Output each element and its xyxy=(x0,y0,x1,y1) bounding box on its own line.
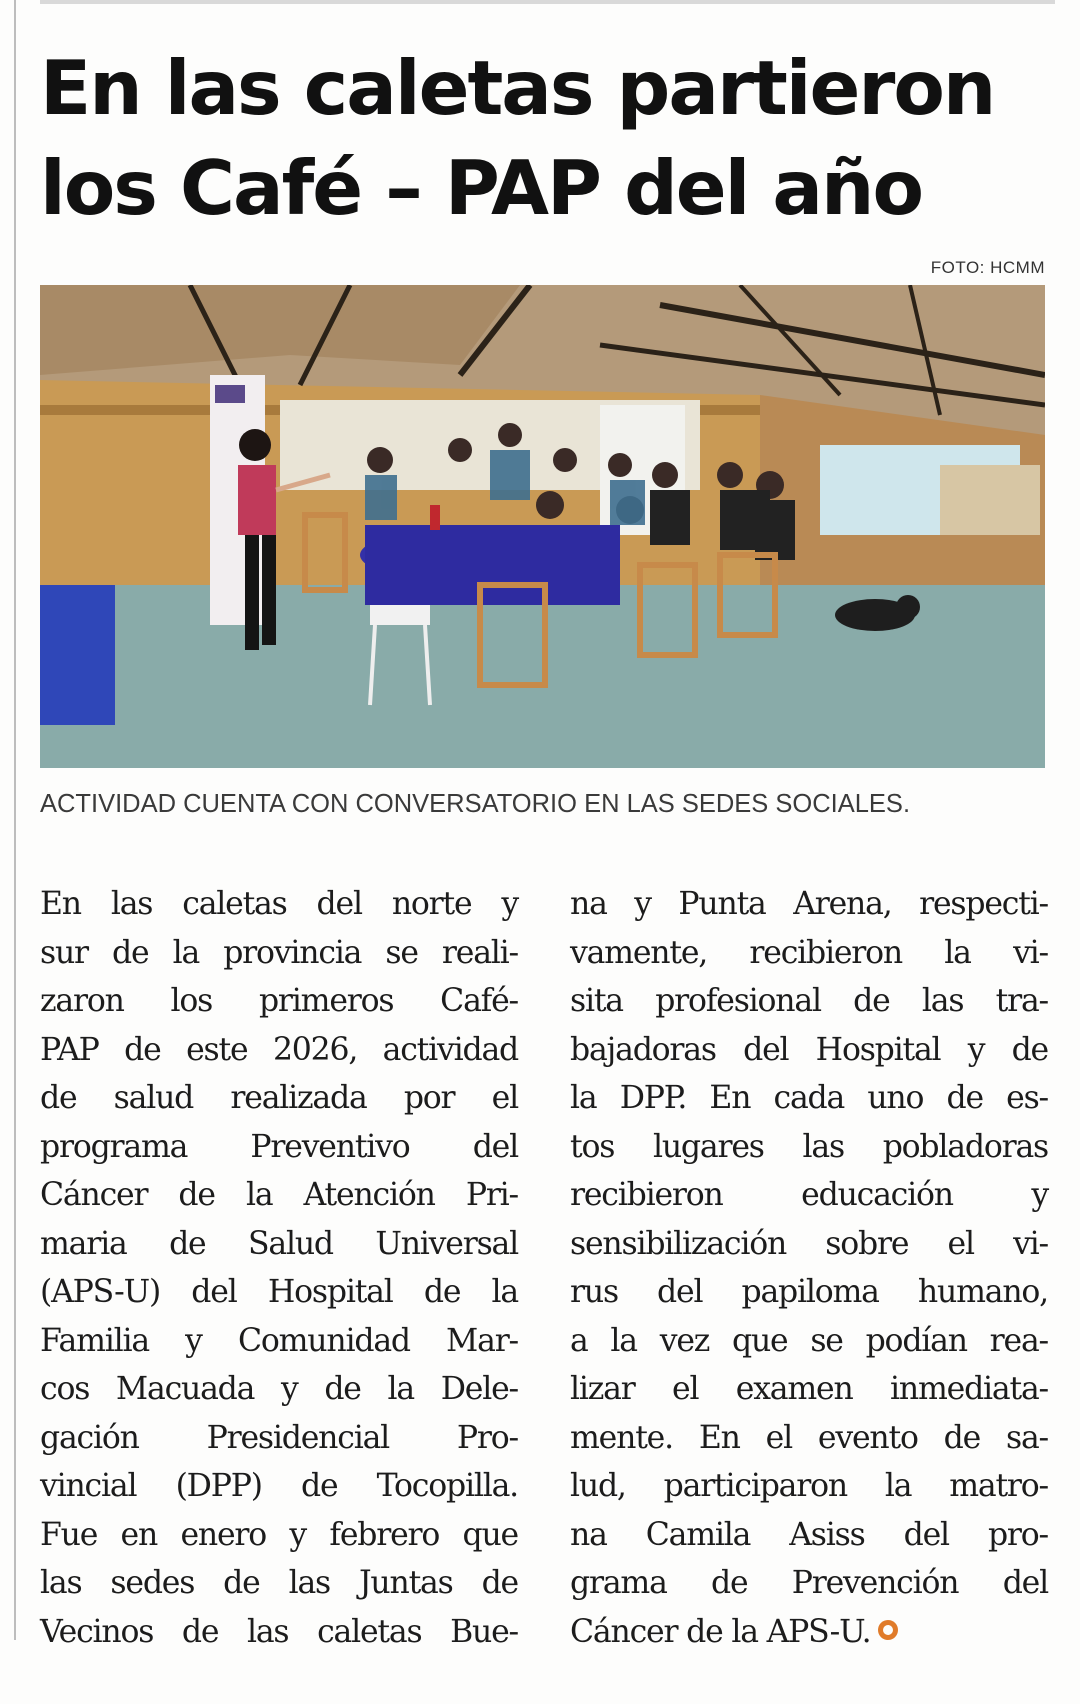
photo-credit: FOTO: HCMM xyxy=(930,258,1045,277)
body-line-last xyxy=(570,1608,1048,1657)
photo-illustration xyxy=(40,285,1045,768)
body-column-right xyxy=(570,880,1048,1656)
body-line: grama de Prevención del xyxy=(570,1565,1048,1601)
body-line: rus del papiloma humano, xyxy=(570,1274,1048,1310)
body-line: sita profesional de las tra- xyxy=(570,983,1048,1019)
body-line: cos Macuada y de la Dele- xyxy=(40,1371,518,1407)
headline-line-1: En las caletas partieron xyxy=(40,44,995,132)
body-column-left xyxy=(40,880,518,1656)
body-line: Vecinos de las caletas Bue- xyxy=(40,1613,518,1650)
body-line: recibieron educación y xyxy=(570,1177,1048,1213)
headline xyxy=(40,38,1040,238)
end-of-article-circle-icon xyxy=(878,1620,898,1640)
body-line: maria de Salud Universal xyxy=(40,1225,518,1262)
body-line: na Camila Asiss del pro- xyxy=(570,1516,1048,1553)
body-line: lizar el examen inmediata- xyxy=(570,1371,1048,1407)
body-line: sensibilización sobre el vi- xyxy=(570,1225,1048,1262)
body-line: la DPP. En cada uno de es- xyxy=(570,1080,1048,1116)
body-line: vincial (DPP) de Tocopilla. xyxy=(40,1468,518,1504)
body-line: a la vez que se podían rea- xyxy=(570,1322,1048,1359)
article-photo xyxy=(40,285,1045,768)
body-line: sur de la provincia se reali- xyxy=(40,934,518,971)
body-line: zaron los primeros Café- xyxy=(40,983,518,1019)
body-line: (APS-U) del Hospital de la xyxy=(40,1274,518,1310)
body-line: las sedes de las Juntas de xyxy=(40,1565,518,1601)
body-line: programa Preventivo del xyxy=(40,1128,518,1165)
body-line-last-text: Cáncer de la APS-U. xyxy=(570,1613,871,1650)
headline-line-2: los Café – PAP del año xyxy=(40,144,922,232)
body-line: vamente, recibieron la vi- xyxy=(570,934,1048,971)
body-line: lud, participaron la matro- xyxy=(570,1468,1048,1504)
photo-caption: ACTIVIDAD CUENTA CON CONVERSATORIO EN LAS SEDES SOCIALES. xyxy=(40,790,911,818)
body-line: Familia y Comunidad Mar- xyxy=(40,1322,518,1359)
body-line: Fue en enero y febrero que xyxy=(40,1516,518,1553)
body-line: na y Punta Arena, respecti- xyxy=(570,886,1048,922)
body-line: de salud realizada por el xyxy=(40,1080,518,1116)
body-line: En las caletas del norte y xyxy=(40,886,518,922)
top-divider xyxy=(40,0,1055,4)
body-line: tos lugares las pobladoras xyxy=(570,1128,1048,1165)
body-line: Cáncer de la Atención Pri- xyxy=(40,1177,518,1213)
body-line: gación Presidencial Pro- xyxy=(40,1419,518,1456)
left-column-rule xyxy=(14,0,16,1640)
body-line: PAP de este 2026, actividad xyxy=(40,1031,518,1068)
body-line: bajadoras del Hospital y de xyxy=(570,1031,1048,1068)
body-line: mente. En el evento de sa- xyxy=(570,1419,1048,1456)
